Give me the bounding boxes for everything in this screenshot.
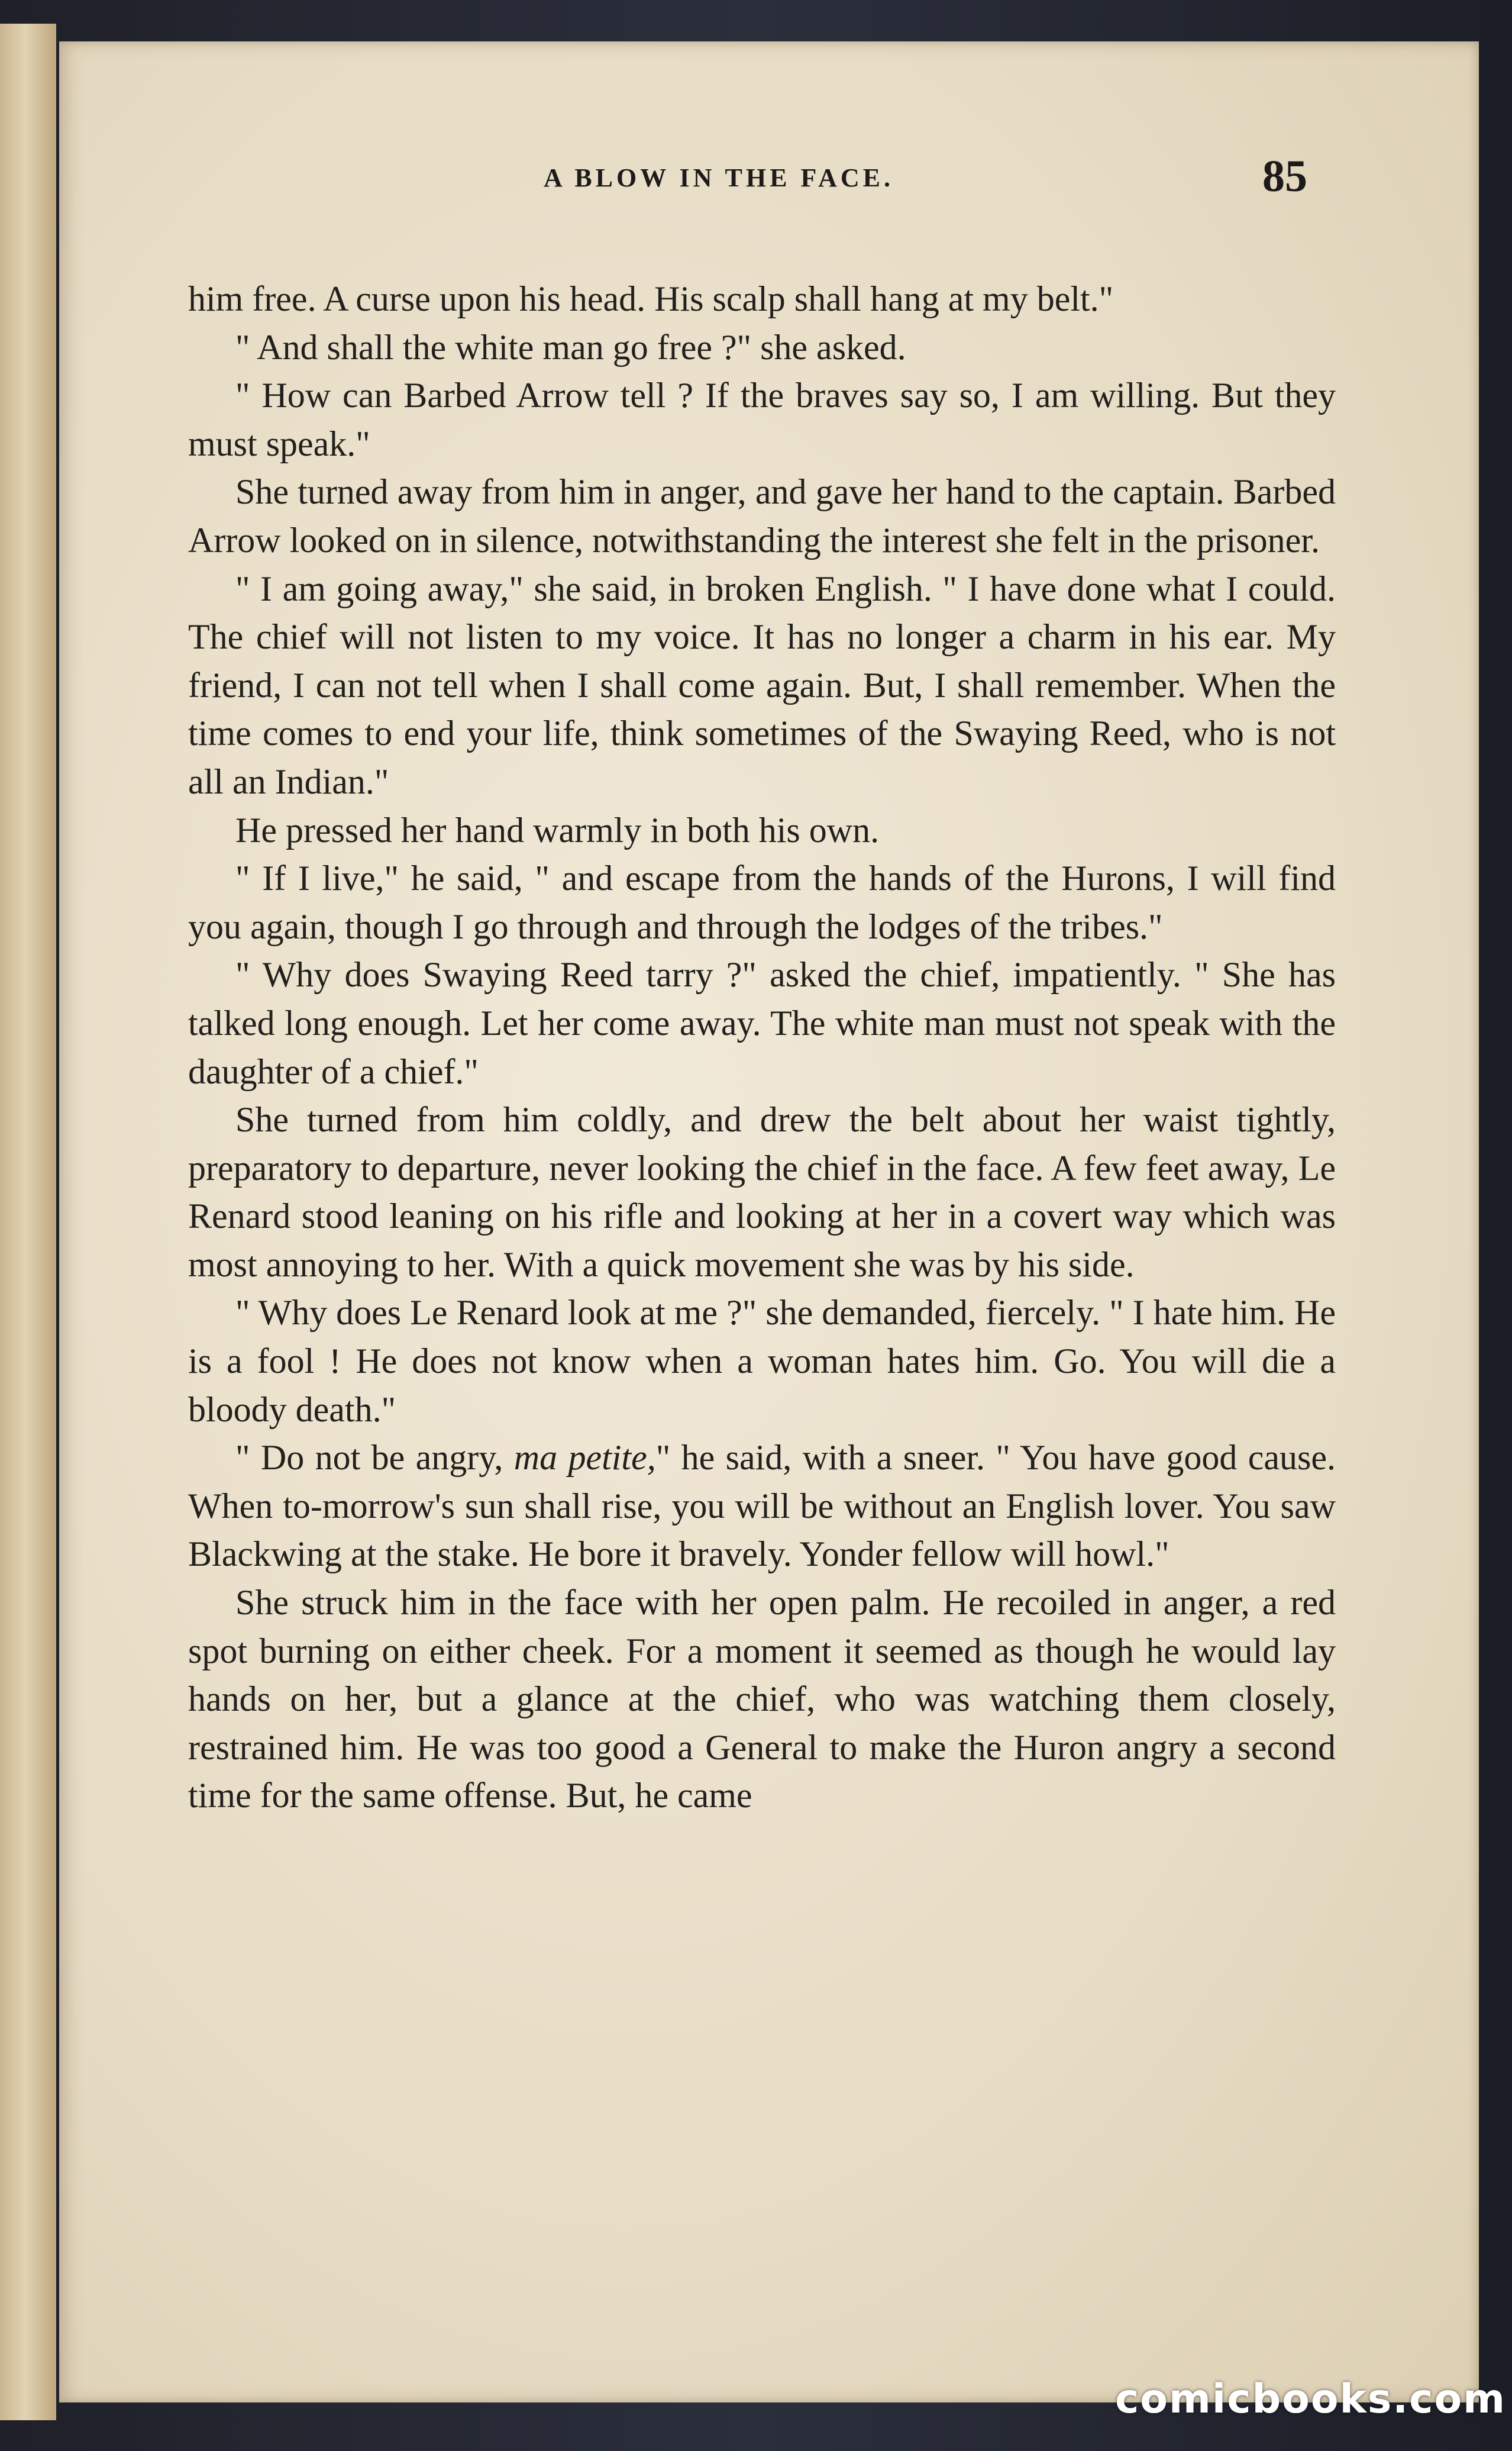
running-title: A BLOW IN THE FACE. bbox=[543, 163, 894, 192]
body-text bbox=[188, 275, 1336, 1820]
running-head bbox=[130, 139, 1307, 201]
paragraph-lead: " Do not be angry, bbox=[235, 1438, 514, 1478]
italic-phrase: ma petite, bbox=[513, 1438, 656, 1478]
paragraph: She turned from him coldly, and drew the belt about her waist tightly, preparatory to departure, never looking the chief in the face. A few feet away, Le Renard stood leaning on his rifle and looking at her in a covert way which was most annoying to her. With a quick movement she was by his side. bbox=[188, 1100, 1336, 1284]
paragraph: him free. A curse upon his head. His scalp shall hang at my belt." bbox=[188, 279, 1114, 318]
paragraph-with-italic bbox=[188, 1434, 1336, 1579]
page-number: 85 bbox=[1262, 151, 1307, 201]
paragraph-rest: " he said, with a sneer. " You have good cause. When to-morrow's sun shall rise, you will be without an English lover. You saw Blackwing at the stake. He bore it bravely. Yonder fellow will howl." bbox=[188, 1438, 1336, 1574]
paragraph: " And shall the white man go free ?" she asked. bbox=[235, 327, 906, 367]
paragraph: " Why does Le Renard look at me ?" she demanded, fiercely. " I hate him. He is a fool ! He does not know when a woman hates him. Go. You will die a bloody death." bbox=[188, 1293, 1336, 1429]
book-spine bbox=[0, 24, 56, 2420]
paragraph: " I am going away," she said, in broken English. " I have done what I could. The chief will not listen to my voice. It has no longer a charm in his ear. My friend, I can not tell when I shall come again. But, I shall remember. When the time comes to end your life, think sometimes of the Swaying Reed, who is not all an Indian." bbox=[188, 569, 1336, 801]
paragraph: She turned away from him in anger, and gave her hand to the captain. Barbed Arrow looked on in silence, notwithstanding the interest she felt in the prisoner. bbox=[188, 472, 1336, 560]
watermark: comicbooks.com bbox=[1115, 2376, 1507, 2423]
paragraph: " Why does Swaying Reed tarry ?" asked the chief, impatiently. " She has talked long enough. Let her come away. The white man must not speak with the daughter of a chief." bbox=[188, 955, 1336, 1091]
paragraph: " How can Barbed Arrow tell ? If the braves say so, I am willing. But they must speak." bbox=[188, 376, 1336, 463]
paragraph: He pressed her hand warmly in both his own. bbox=[235, 810, 880, 850]
paragraph: " If I live," he said, " and escape from the hands of the Hurons, I will find you again, though I go through and through the lodges of the tribes." bbox=[188, 859, 1336, 946]
paragraph: She struck him in the face with her open palm. He recoiled in anger, a red spot burning on either cheek. For a moment it seemed as though he would lay hands on her, but a glance at the chief, who was watching them closely, restrained him. He was too good a General to make the Huron angry a second time for the same offense. But, he came bbox=[188, 1583, 1336, 1815]
